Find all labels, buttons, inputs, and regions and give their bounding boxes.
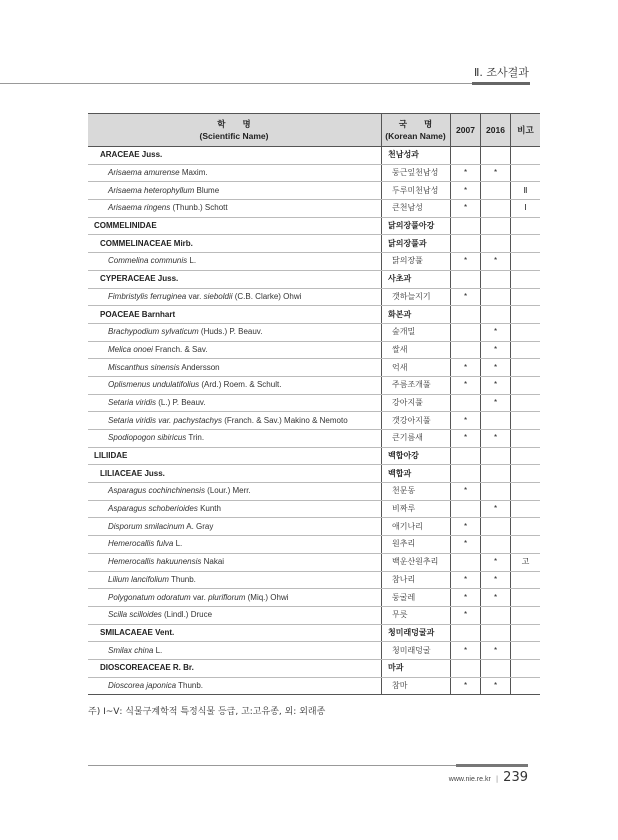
record-2016-cell bbox=[481, 270, 511, 288]
author-part: (Huds.) P. Beauv. bbox=[198, 327, 263, 337]
species-row bbox=[88, 483, 540, 501]
korean-name-cell: 둥굴레 bbox=[382, 589, 451, 607]
family-row bbox=[88, 465, 540, 483]
scientific-name-cell bbox=[88, 677, 382, 695]
note-cell bbox=[511, 359, 541, 377]
scientific-name-cell bbox=[88, 642, 382, 660]
author-part: SMILACAEAE Vent. bbox=[100, 627, 175, 637]
scientific-name-cell bbox=[88, 589, 382, 607]
species-row bbox=[88, 288, 540, 306]
record-2007-cell bbox=[451, 553, 481, 571]
record-2007-cell bbox=[451, 341, 481, 359]
record-2007-cell bbox=[451, 465, 481, 483]
author-part: Nakai bbox=[201, 557, 225, 567]
note-cell bbox=[511, 306, 541, 324]
latin-name-part: Setaria viridis var. pachystachys bbox=[108, 415, 222, 425]
scientific-name-cell bbox=[88, 182, 382, 200]
author-part: (Miq.) Ohwi bbox=[245, 592, 289, 602]
record-2007-cell bbox=[451, 500, 481, 518]
note-cell bbox=[511, 500, 541, 518]
record-2007-cell: * bbox=[451, 677, 481, 695]
record-2016-cell: * bbox=[481, 341, 511, 359]
record-2007-cell: * bbox=[451, 253, 481, 271]
scientific-name-cell bbox=[88, 376, 382, 394]
record-2016-cell: * bbox=[481, 164, 511, 182]
record-2007-cell bbox=[451, 323, 481, 341]
species-row bbox=[88, 571, 540, 589]
korean-name-cell: 사초과 bbox=[382, 270, 451, 288]
species-table bbox=[88, 113, 540, 695]
header-sci-ko: 학 명 bbox=[217, 119, 251, 129]
author-part: (Lindl.) Druce bbox=[161, 610, 213, 620]
latin-name-part: Smilax china bbox=[108, 645, 154, 655]
latin-name-part: pluriflorum bbox=[208, 592, 246, 602]
species-row bbox=[88, 606, 540, 624]
author-part: L. bbox=[187, 256, 197, 266]
note-cell bbox=[511, 235, 541, 253]
korean-name-cell: 두루미천남성 bbox=[382, 182, 451, 200]
author-part: CYPERACEAE Juss. bbox=[100, 274, 179, 284]
record-2007-cell bbox=[451, 235, 481, 253]
note-cell bbox=[511, 606, 541, 624]
scientific-name-cell bbox=[88, 447, 382, 465]
record-2016-cell bbox=[481, 624, 511, 642]
header-2007: 2007 bbox=[451, 114, 481, 147]
table-body bbox=[88, 147, 540, 695]
family-row bbox=[88, 235, 540, 253]
scientific-name-cell bbox=[88, 412, 382, 430]
species-row bbox=[88, 553, 540, 571]
family-row bbox=[88, 659, 540, 677]
note-cell bbox=[511, 677, 541, 695]
species-row bbox=[88, 412, 540, 430]
note-cell bbox=[511, 518, 541, 536]
latin-name-part: Oplismenus undulatifolius bbox=[108, 380, 200, 390]
scientific-name-cell bbox=[88, 430, 382, 448]
author-part: L. bbox=[153, 645, 163, 655]
latin-name-part: Setaria viridis bbox=[108, 397, 157, 407]
note-cell bbox=[511, 536, 541, 554]
korean-name-cell: 백합과 bbox=[382, 465, 451, 483]
species-row bbox=[88, 341, 540, 359]
author-part: ARACEAE Juss. bbox=[100, 150, 163, 160]
note-cell bbox=[511, 394, 541, 412]
scientific-name-cell bbox=[88, 394, 382, 412]
latin-name-part: Hemerocallis fulva bbox=[108, 539, 174, 549]
record-2016-cell bbox=[481, 536, 511, 554]
record-2016-cell: * bbox=[481, 677, 511, 695]
korean-name-cell: 닭의장풀 bbox=[382, 253, 451, 271]
species-row bbox=[88, 536, 540, 554]
footer-separator: | bbox=[495, 775, 499, 783]
footer-url[interactable]: www.nie.re.kr bbox=[448, 776, 491, 783]
latin-name-part: Dioscorea japonica bbox=[108, 680, 177, 690]
latin-name-part: Asparagus schoberioides bbox=[108, 504, 198, 514]
latin-name-part: Scilla scilloides bbox=[108, 610, 162, 620]
author-part: Thunb. bbox=[168, 574, 196, 584]
record-2016-cell bbox=[481, 518, 511, 536]
header-kor-ko: 국 명 bbox=[398, 119, 433, 129]
record-2016-cell: * bbox=[481, 571, 511, 589]
subclass-row bbox=[88, 217, 540, 235]
note-cell bbox=[511, 270, 541, 288]
scientific-name-cell bbox=[88, 164, 382, 182]
header-divider bbox=[0, 83, 530, 84]
note-cell bbox=[511, 323, 541, 341]
record-2016-cell: * bbox=[481, 359, 511, 377]
korean-name-cell: 천문동 bbox=[382, 483, 451, 501]
latin-name-part: Brachypodium sylvaticum bbox=[108, 327, 199, 337]
note-cell: Ⅱ bbox=[511, 182, 541, 200]
record-2007-cell bbox=[451, 306, 481, 324]
family-row bbox=[88, 270, 540, 288]
species-row bbox=[88, 253, 540, 271]
record-2016-cell bbox=[481, 447, 511, 465]
scientific-name-cell bbox=[88, 624, 382, 642]
note-cell bbox=[511, 465, 541, 483]
content-flow bbox=[88, 113, 534, 718]
footer bbox=[449, 770, 528, 785]
latin-name-part: Spodiopogon sibiricus bbox=[108, 433, 187, 443]
record-2016-cell: * bbox=[481, 500, 511, 518]
author-part: (Thunb.) Schott bbox=[170, 203, 228, 213]
record-2007-cell bbox=[451, 624, 481, 642]
korean-name-cell: 백합아강 bbox=[382, 447, 451, 465]
author-part: LILIACEAE Juss. bbox=[100, 468, 165, 478]
author-part: var. bbox=[190, 592, 209, 602]
author-part: COMMELINIDAE bbox=[94, 221, 157, 231]
scientific-name-cell bbox=[88, 323, 382, 341]
note-cell bbox=[511, 164, 541, 182]
korean-name-cell: 애기나리 bbox=[382, 518, 451, 536]
author-part: LILIIDAE bbox=[94, 451, 128, 461]
species-row bbox=[88, 323, 540, 341]
latin-name-part: Arisaema amurense bbox=[108, 168, 180, 178]
family-row bbox=[88, 147, 540, 165]
author-part: POACEAE Barnhart bbox=[100, 309, 176, 319]
species-row bbox=[88, 500, 540, 518]
record-2007-cell bbox=[451, 659, 481, 677]
species-row bbox=[88, 642, 540, 660]
record-2016-cell bbox=[481, 217, 511, 235]
author-part: Franch. & Sav. bbox=[152, 344, 208, 354]
note-cell bbox=[511, 571, 541, 589]
scientific-name-cell bbox=[88, 270, 382, 288]
author-part: DIOSCOREACEAE R. Br. bbox=[100, 663, 194, 673]
korean-name-cell: 강아지풀 bbox=[382, 394, 451, 412]
record-2007-cell: * bbox=[451, 412, 481, 430]
footnote: 주) Ⅰ~Ⅴ: 식물구계학적 특정식물 등급, 고:고유종, 외: 외래종 bbox=[88, 707, 326, 718]
record-2016-cell: * bbox=[481, 253, 511, 271]
scientific-name-cell bbox=[88, 500, 382, 518]
family-row bbox=[88, 306, 540, 324]
record-2016-cell: * bbox=[481, 589, 511, 607]
korean-name-cell: 화본과 bbox=[382, 306, 451, 324]
latin-name-part: Polygonatum odoratum bbox=[108, 592, 191, 602]
korean-name-cell: 숲개밀 bbox=[382, 323, 451, 341]
record-2007-cell: * bbox=[451, 518, 481, 536]
record-2007-cell: * bbox=[451, 483, 481, 501]
species-row bbox=[88, 394, 540, 412]
latin-name-part: Miscanthus sinensis bbox=[108, 362, 180, 372]
scientific-name-cell bbox=[88, 217, 382, 235]
record-2016-cell bbox=[481, 200, 511, 218]
scientific-name-cell bbox=[88, 359, 382, 377]
author-part: Thunb. bbox=[176, 680, 204, 690]
note-cell bbox=[511, 624, 541, 642]
record-2007-cell: * bbox=[451, 536, 481, 554]
note-cell bbox=[511, 147, 541, 165]
korean-name-cell: 무릇 bbox=[382, 606, 451, 624]
latin-name-part: Commelina communis bbox=[108, 256, 188, 266]
section-header: Ⅱ. 조사결과 bbox=[474, 66, 529, 79]
species-row bbox=[88, 376, 540, 394]
latin-name-part: Lilium lancifolium bbox=[108, 574, 169, 584]
note-cell bbox=[511, 217, 541, 235]
family-row bbox=[88, 624, 540, 642]
author-part: (L.) P. Beauv. bbox=[156, 397, 206, 407]
latin-name-part: Arisaema heterophyllum bbox=[108, 185, 195, 195]
footer-accent-bar bbox=[456, 764, 528, 767]
author-part: var. bbox=[186, 291, 204, 301]
record-2007-cell: * bbox=[451, 182, 481, 200]
korean-name-cell: 닭의장풀아강 bbox=[382, 217, 451, 235]
header-note: 비고 bbox=[511, 114, 541, 147]
header-kor-en: (Korean Name) bbox=[385, 131, 446, 141]
record-2007-cell: * bbox=[451, 200, 481, 218]
record-2016-cell bbox=[481, 659, 511, 677]
scientific-name-cell bbox=[88, 147, 382, 165]
record-2016-cell: * bbox=[481, 642, 511, 660]
note-cell bbox=[511, 447, 541, 465]
author-part: A. Gray bbox=[184, 521, 214, 531]
author-part: COMMELINACEAE Mirb. bbox=[100, 238, 193, 248]
note-cell bbox=[511, 430, 541, 448]
note-cell bbox=[511, 288, 541, 306]
author-part: Maxim. bbox=[179, 168, 208, 178]
scientific-name-cell bbox=[88, 571, 382, 589]
record-2016-cell bbox=[481, 306, 511, 324]
page-number: 239 bbox=[503, 770, 528, 785]
korean-name-cell: 닭의장풀과 bbox=[382, 235, 451, 253]
record-2007-cell: * bbox=[451, 642, 481, 660]
scientific-name-cell bbox=[88, 465, 382, 483]
scientific-name-cell bbox=[88, 306, 382, 324]
record-2016-cell: * bbox=[481, 553, 511, 571]
korean-name-cell: 둥근잎천남성 bbox=[382, 164, 451, 182]
species-row bbox=[88, 182, 540, 200]
author-part: L. bbox=[173, 539, 183, 549]
latin-name-part: Melica onoei bbox=[108, 344, 153, 354]
species-row bbox=[88, 359, 540, 377]
korean-name-cell: 마과 bbox=[382, 659, 451, 677]
scientific-name-cell bbox=[88, 253, 382, 271]
scientific-name-cell bbox=[88, 200, 382, 218]
author-part: (Lour.) Merr. bbox=[204, 486, 251, 496]
record-2007-cell: * bbox=[451, 589, 481, 607]
record-2007-cell: * bbox=[451, 376, 481, 394]
korean-name-cell: 비짜루 bbox=[382, 500, 451, 518]
korean-name-cell: 참나리 bbox=[382, 571, 451, 589]
species-row bbox=[88, 200, 540, 218]
note-cell bbox=[511, 483, 541, 501]
scientific-name-cell bbox=[88, 659, 382, 677]
author-part: Kunth bbox=[197, 504, 221, 514]
korean-name-cell: 쌀새 bbox=[382, 341, 451, 359]
record-2007-cell: * bbox=[451, 430, 481, 448]
record-2016-cell: * bbox=[481, 323, 511, 341]
korean-name-cell: 주름조개풀 bbox=[382, 376, 451, 394]
note-cell bbox=[511, 376, 541, 394]
header-2016: 2016 bbox=[481, 114, 511, 147]
latin-name-part: Hemerocallis hakuunensis bbox=[108, 557, 202, 567]
record-2016-cell bbox=[481, 606, 511, 624]
author-part: (C.B. Clarke) Ohwi bbox=[232, 291, 302, 301]
author-part: (Ard.) Roem. & Schult. bbox=[199, 380, 282, 390]
korean-name-cell: 억새 bbox=[382, 359, 451, 377]
record-2007-cell bbox=[451, 447, 481, 465]
korean-name-cell: 백운산원추리 bbox=[382, 553, 451, 571]
header-korean-name bbox=[382, 114, 451, 147]
record-2016-cell bbox=[481, 412, 511, 430]
subclass-row bbox=[88, 447, 540, 465]
record-2007-cell: * bbox=[451, 359, 481, 377]
note-cell: Ⅰ bbox=[511, 200, 541, 218]
korean-name-cell: 청미래덩굴 bbox=[382, 642, 451, 660]
note-cell: 고 bbox=[511, 553, 541, 571]
scientific-name-cell bbox=[88, 288, 382, 306]
latin-name-part: Asparagus cochinchinensis bbox=[108, 486, 205, 496]
note-cell bbox=[511, 253, 541, 271]
scientific-name-cell bbox=[88, 341, 382, 359]
latin-name-part: sieboldii bbox=[203, 291, 233, 301]
record-2016-cell bbox=[481, 288, 511, 306]
record-2016-cell: * bbox=[481, 376, 511, 394]
species-row bbox=[88, 430, 540, 448]
table-header-row bbox=[88, 114, 540, 147]
note-cell bbox=[511, 642, 541, 660]
korean-name-cell: 큰기름새 bbox=[382, 430, 451, 448]
korean-name-cell: 참마 bbox=[382, 677, 451, 695]
record-2007-cell: * bbox=[451, 606, 481, 624]
record-2007-cell bbox=[451, 270, 481, 288]
korean-name-cell: 갯하늘지기 bbox=[382, 288, 451, 306]
korean-name-cell: 큰천남성 bbox=[382, 200, 451, 218]
header-accent-bar bbox=[472, 82, 530, 85]
korean-name-cell: 청미래덩굴과 bbox=[382, 624, 451, 642]
species-row bbox=[88, 677, 540, 695]
author-part: Blume bbox=[194, 185, 220, 195]
scientific-name-cell bbox=[88, 553, 382, 571]
species-row bbox=[88, 589, 540, 607]
author-part: Andersson bbox=[179, 362, 220, 372]
scientific-name-cell bbox=[88, 235, 382, 253]
korean-name-cell: 갯강아지풀 bbox=[382, 412, 451, 430]
author-part: Trin. bbox=[186, 433, 205, 443]
latin-name-part: Disporum smilacinum bbox=[108, 521, 185, 531]
record-2016-cell bbox=[481, 182, 511, 200]
record-2016-cell bbox=[481, 483, 511, 501]
latin-name-part: Fimbristylis ferruginea bbox=[108, 291, 187, 301]
record-2016-cell bbox=[481, 235, 511, 253]
header-scientific-name bbox=[88, 114, 382, 147]
record-2007-cell: * bbox=[451, 164, 481, 182]
record-2016-cell: * bbox=[481, 430, 511, 448]
record-2007-cell: * bbox=[451, 571, 481, 589]
scientific-name-cell bbox=[88, 518, 382, 536]
scientific-name-cell bbox=[88, 606, 382, 624]
note-cell bbox=[511, 341, 541, 359]
korean-name-cell: 천남성과 bbox=[382, 147, 451, 165]
scientific-name-cell bbox=[88, 483, 382, 501]
author-part: (Franch. & Sav.) Makino & Nemoto bbox=[221, 415, 348, 425]
record-2007-cell: * bbox=[451, 288, 481, 306]
latin-name-part: Arisaema ringens bbox=[108, 203, 171, 213]
note-cell bbox=[511, 412, 541, 430]
record-2016-cell bbox=[481, 147, 511, 165]
record-2007-cell bbox=[451, 394, 481, 412]
record-2007-cell bbox=[451, 147, 481, 165]
species-row bbox=[88, 518, 540, 536]
scientific-name-cell bbox=[88, 536, 382, 554]
header-sci-en: (Scientific Name) bbox=[199, 131, 269, 141]
note-cell bbox=[511, 589, 541, 607]
korean-name-cell: 원추리 bbox=[382, 536, 451, 554]
record-2016-cell bbox=[481, 465, 511, 483]
record-2016-cell: * bbox=[481, 394, 511, 412]
species-row bbox=[88, 164, 540, 182]
record-2007-cell bbox=[451, 217, 481, 235]
note-cell bbox=[511, 659, 541, 677]
